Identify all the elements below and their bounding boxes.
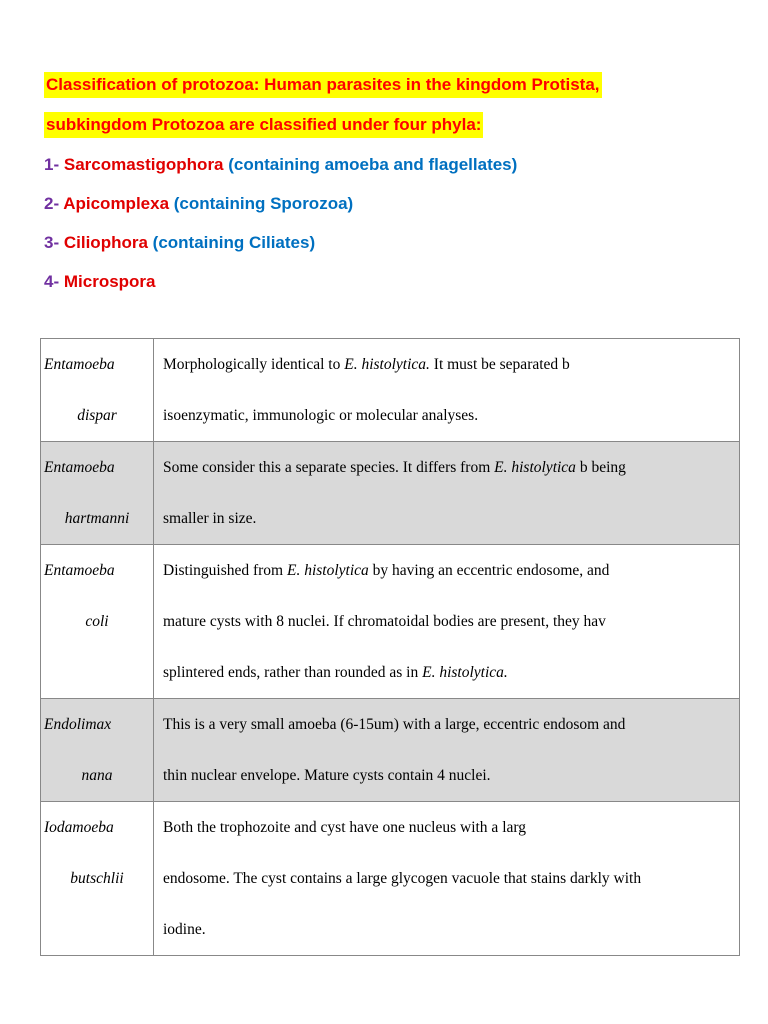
description-line: splintered ends, rather than rounded as in E. histolytica.	[163, 664, 508, 681]
description-line: endosome. The cyst contains a large glycogen vacuole that stains darkly with	[163, 870, 642, 887]
table-row	[41, 442, 740, 545]
description-line: smaller in size.	[163, 510, 257, 527]
phylum-name: Sarcomastigophora	[63, 155, 224, 174]
genus-name: Endolimax	[44, 716, 112, 733]
genus-name: Entamoeba	[44, 459, 115, 476]
description-cell	[154, 802, 740, 956]
heading-block	[44, 72, 734, 308]
description-line: Morphologically identical to E. histolytica. It must be separated b	[163, 356, 570, 373]
heading-line-2: subkingdom Protozoa are classified under four phyla:	[44, 112, 483, 138]
phylum-item	[44, 230, 734, 269]
description-cell	[154, 545, 740, 699]
species-name-cell	[41, 802, 154, 956]
description-line: Some consider this a separate species. It differs from E. histolytica b being	[163, 459, 626, 476]
genus-name: Iodamoeba	[44, 819, 114, 836]
description-line: isoenzymatic, immunologic or molecular analyses.	[163, 407, 479, 424]
description-cell	[154, 339, 740, 442]
table-row	[41, 545, 740, 699]
phylum-number: 2-	[44, 194, 60, 213]
phylum-item	[44, 269, 734, 308]
heading-line-1: Classification of protozoa: Human parasites in the kingdom Protista,	[44, 72, 602, 98]
species-name-cell	[41, 442, 154, 545]
description-cell	[154, 442, 740, 545]
species-name: nana	[81, 767, 113, 784]
species-name: coli	[85, 613, 109, 630]
phylum-number: 3-	[44, 233, 60, 252]
phylum-number: 1-	[44, 155, 60, 174]
description-line: Both the trophozoite and cyst have one nucleus with a larg	[163, 819, 527, 836]
description-cell	[154, 699, 740, 802]
genus-name: Entamoeba	[44, 356, 115, 373]
phylum-item	[44, 152, 734, 191]
table-row	[41, 699, 740, 802]
phylum-desc: (containing amoeba and flagellates)	[228, 155, 518, 174]
table-row	[41, 339, 740, 442]
species-name-cell	[41, 545, 154, 699]
phylum-number: 4-	[44, 272, 60, 291]
description-line: This is a very small amoeba (6-15um) with a large, eccentric endosom and	[163, 716, 626, 733]
species-name-cell	[41, 699, 154, 802]
phylum-item	[44, 191, 734, 230]
species-name: hartmanni	[64, 510, 130, 527]
description-line: Distinguished from E. histolytica by having an eccentric endosome, and	[163, 562, 610, 579]
table-row	[41, 802, 740, 956]
species-name: butschlii	[70, 870, 124, 887]
phylum-name: Ciliophora	[63, 233, 148, 252]
species-name-cell	[41, 339, 154, 442]
phylum-name: Microspora	[63, 272, 156, 291]
description-line: iodine.	[163, 921, 206, 938]
phylum-name: Apicomplexa	[63, 194, 170, 213]
phylum-desc: (containing Ciliates)	[152, 233, 316, 252]
species-name: dispar	[77, 407, 117, 424]
description-line: mature cysts with 8 nuclei. If chromatoidal bodies are present, they hav	[163, 613, 606, 630]
description-line: thin nuclear envelope. Mature cysts contain 4 nuclei.	[163, 767, 491, 784]
genus-name: Entamoeba	[44, 562, 115, 579]
species-table	[40, 338, 740, 956]
phylum-desc: (containing Sporozoa)	[173, 194, 354, 213]
